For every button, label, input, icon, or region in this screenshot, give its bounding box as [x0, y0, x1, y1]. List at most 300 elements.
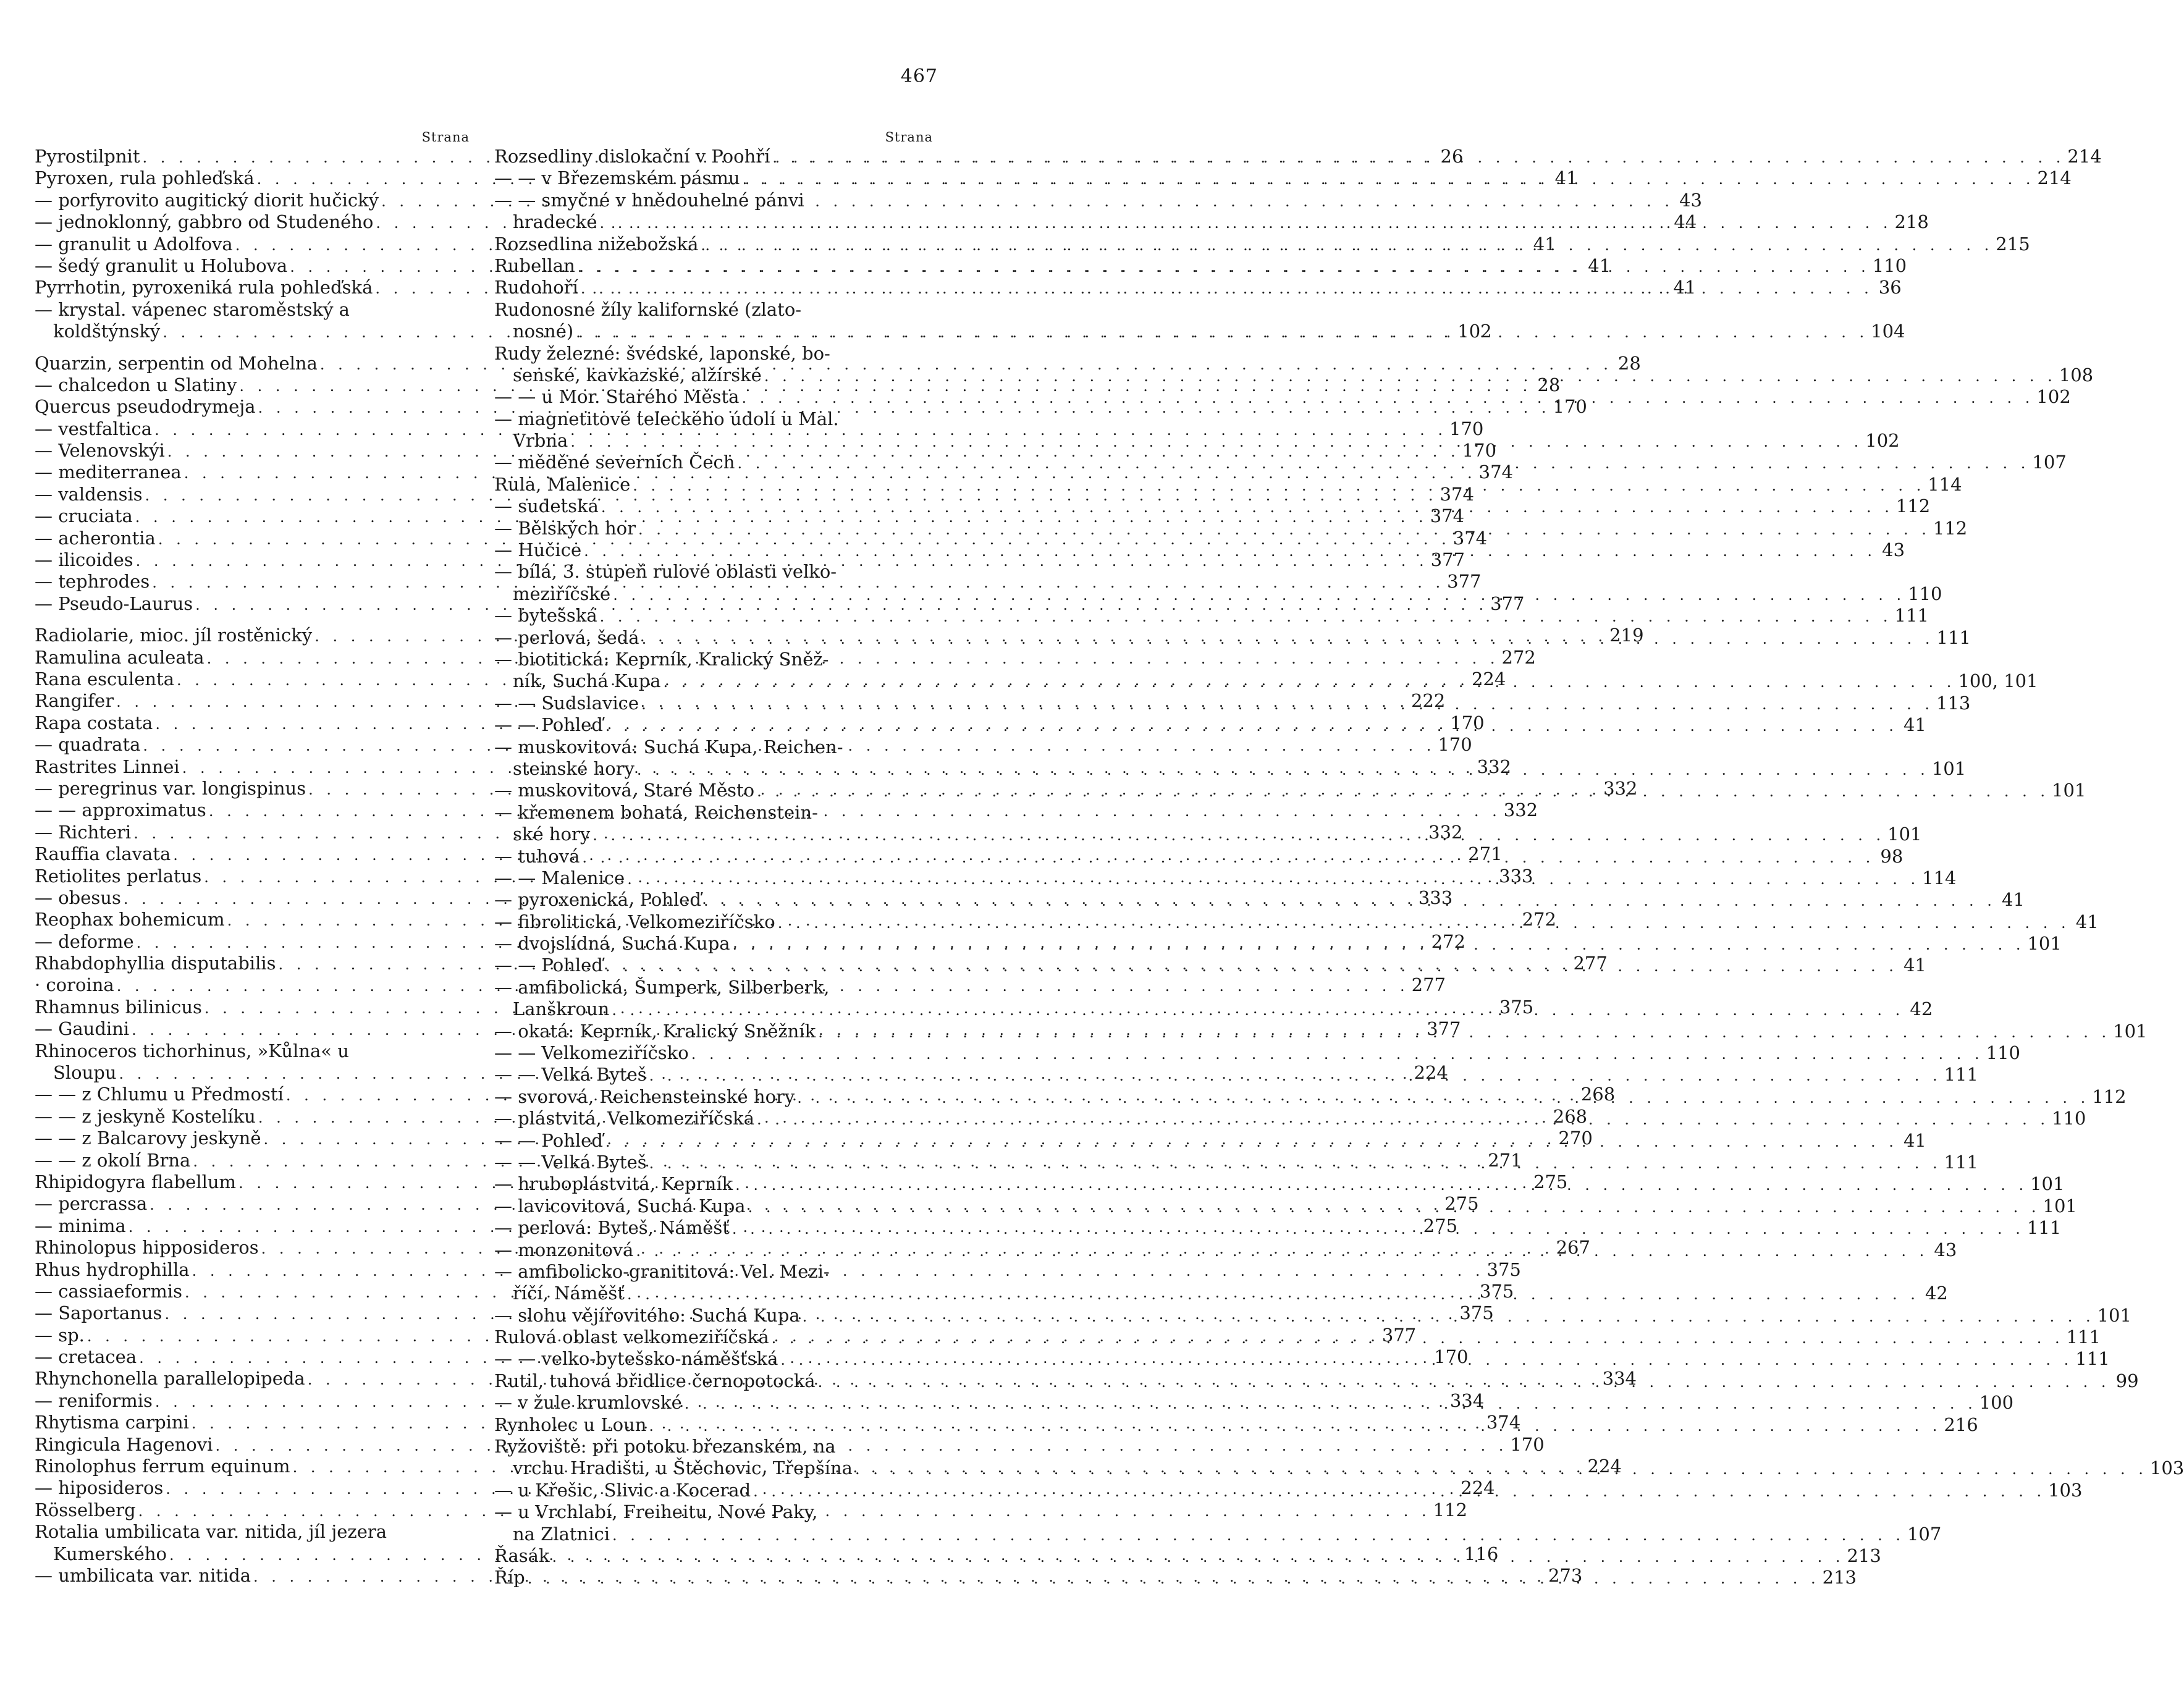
entry-term: Říp	[494, 1567, 525, 1588]
entry-page-ref: 332	[1477, 756, 1512, 777]
entry-term: — cassiaeformis	[35, 1280, 182, 1302]
dot-leader	[646, 1415, 1944, 1437]
entry-page-ref: 114	[1922, 867, 1957, 888]
entry-term: — krystal. vápenec staroměstský a	[35, 298, 350, 320]
entry-page-ref: 103	[2149, 1457, 2184, 1479]
entry-page-ref: 108	[2059, 364, 2094, 386]
dot-leader	[633, 1241, 1931, 1262]
entry-term: — porfyrovito augitický diorit hučický	[35, 189, 379, 211]
entry-term: · coroina	[35, 974, 114, 996]
entry-page-ref: 213	[1822, 1567, 1857, 1588]
dot-leader	[751, 1481, 2048, 1503]
entry-term: Rhus hydrophilla	[35, 1259, 190, 1280]
entry-term: — bílá, 3. stupeň rulové oblasti velko-	[494, 561, 837, 583]
entry-term: Rotalia umbilicata var. nitida, jíl jezera	[35, 1521, 387, 1543]
dot-leader	[597, 606, 1895, 628]
column-header: Strana	[885, 130, 933, 145]
entry-page-ref: 267	[1556, 1237, 1590, 1259]
dot-leader	[762, 366, 2059, 387]
entry-term: Ramulina aculeata	[35, 646, 204, 668]
entry-term: — Velenovskýi	[35, 440, 165, 462]
dot-leader	[770, 147, 2067, 169]
entry-page-ref: 113	[1936, 692, 1971, 714]
dot-leader	[733, 1174, 2030, 1196]
entry-term: Rangifer	[35, 690, 114, 712]
entry-term: — sp.	[35, 1324, 85, 1346]
entry-term: — reniformis	[35, 1389, 153, 1411]
entry-page-ref: 333	[1499, 865, 1533, 887]
dot-leader	[575, 256, 1873, 278]
entry-page-ref: 332	[1428, 821, 1463, 843]
entry-term: — měděné severních Čech	[494, 452, 735, 473]
entry-page-ref: 111	[1936, 626, 1971, 648]
entry-page-ref: 101	[1931, 757, 1967, 779]
entry-page-ref: 170	[1438, 734, 1472, 756]
dot-leader	[525, 1568, 1823, 1590]
index-entry	[494, 408, 933, 430]
entry-page-ref: 111	[2075, 1348, 2110, 1370]
entry-page-ref: 375	[1486, 1259, 1521, 1280]
entry-page-ref: 116	[1464, 1543, 1499, 1564]
entry-page-ref: 275	[1423, 1215, 1458, 1236]
entry-term: — tephrodes	[35, 571, 150, 592]
entry-page-ref: 26	[1440, 146, 1464, 167]
entry-term: — — Sudslavice	[494, 692, 639, 714]
entry-page-ref: 375	[1459, 1302, 1494, 1324]
entry-term: — hiposideros	[35, 1477, 164, 1499]
entry-page-ref: 170	[1462, 440, 1497, 462]
entry-term: — Richteri	[35, 821, 132, 843]
dot-leader	[635, 759, 1932, 781]
dot-leader	[746, 1197, 2043, 1218]
entry-page-ref: 107	[2032, 452, 2067, 473]
dot-leader	[578, 278, 1876, 300]
entry-page-ref: 332	[1503, 799, 1538, 821]
entry-term: Rhipidogyra flabellum	[35, 1171, 237, 1192]
entry-page-ref: 214	[2037, 167, 2072, 189]
dot-leader	[730, 1218, 2027, 1240]
entry-page-ref: 271	[1488, 1149, 1522, 1171]
entry-page-ref: 277	[1411, 974, 1446, 996]
entry-term: — lavicovitová, Suchá Kupa	[494, 1195, 746, 1217]
entry-term: — — z jeskyně Kostelíku	[35, 1105, 256, 1127]
dot-leader	[630, 475, 1928, 497]
entry-page-ref: 268	[1580, 1084, 1616, 1105]
entry-term: Rhinoceros tichorhinus, »Kůlna« u	[35, 1040, 349, 1061]
entry-page-ref: 112	[1933, 517, 1968, 539]
dot-leader	[550, 1546, 1847, 1568]
entry-term: Rhynchonella parallelopipeda	[35, 1368, 305, 1389]
entry-page-ref: 111	[1944, 1064, 1978, 1086]
dot-leader	[639, 628, 1937, 650]
entry-page-ref: 110	[2051, 1108, 2086, 1129]
entry-page-ref: 377	[1381, 1324, 1417, 1346]
entry-term: Rinolophus ferrum equinum	[35, 1456, 290, 1477]
entry-term: — umbilicata var. nitida	[35, 1565, 251, 1586]
entry-term: — Saportanus	[35, 1302, 162, 1324]
entry-page-ref: 111	[1894, 605, 1929, 626]
entry-term: — — z Chlumu u Předmostí	[35, 1084, 284, 1105]
entry-page-ref: 98	[1880, 845, 1904, 867]
entry-page-ref: 110	[1908, 583, 1942, 604]
entry-page-ref: 216	[1944, 1414, 1978, 1435]
entry-page-ref: 170	[1450, 712, 1485, 733]
entry-term: — ilicoides	[35, 549, 133, 571]
entry-term: Vrbna	[513, 430, 568, 452]
entry-page-ref: 275	[1533, 1171, 1568, 1192]
entry-term: Rana esculenta	[35, 668, 174, 689]
dot-leader	[647, 1065, 1944, 1087]
entry-page-ref: 170	[1553, 396, 1587, 418]
dot-leader	[730, 934, 2028, 956]
entry-term: Reophax bohemicum	[35, 909, 225, 930]
entry-page-ref: 112	[1895, 495, 1931, 517]
entry-term: — pyroxenická, Pohleď	[494, 889, 701, 911]
entry-page-ref: 44	[1674, 211, 1697, 233]
entry-term: Rulová oblast velkomeziříčská	[494, 1326, 769, 1348]
entry-page-ref: 222	[1411, 690, 1446, 712]
entry-page-ref: 110	[1986, 1042, 2020, 1064]
entry-page-ref: 28	[1617, 352, 1641, 374]
entry-term: Rutil, tuhová břidlice černopotocká	[494, 1370, 816, 1391]
entry-page-ref: 42	[1925, 1283, 1948, 1304]
index-entry	[494, 802, 933, 824]
dot-leader	[636, 519, 1933, 541]
index-entry	[494, 190, 933, 211]
entry-term: senské, kavkazské, alžírské	[513, 364, 762, 386]
entry-term: koldštýnský	[53, 321, 161, 342]
entry-term: Rhytisma carpini	[35, 1412, 189, 1433]
entry-page-ref: 41	[1533, 233, 1556, 255]
entry-term: — perlová: Byteš, Náměšť	[494, 1217, 730, 1239]
entry-page-ref: 43	[1882, 539, 1905, 561]
entry-page-ref: 111	[2066, 1326, 2101, 1348]
entry-term: — slohu vějířovitého: Suchá Kupa	[494, 1304, 800, 1326]
entry-page-ref: 224	[1471, 668, 1506, 689]
dot-leader	[581, 541, 1879, 562]
dot-leader	[610, 1525, 1907, 1546]
dot-leader	[769, 1328, 2067, 1349]
entry-page-ref: 277	[1573, 953, 1608, 974]
entry-page-ref: 374	[1478, 462, 1513, 483]
entry-page-ref: 101	[2052, 780, 2086, 801]
dot-leader	[625, 869, 1922, 890]
dot-leader	[754, 781, 2052, 803]
entry-page-ref: 224	[1587, 1456, 1622, 1477]
entry-term: — — velko-bytešsko-náměšťská	[494, 1348, 778, 1370]
dot-leader	[701, 890, 1999, 912]
entry-term: — dvojslídná, Suchá Kupa	[494, 933, 730, 955]
entry-term: — — Pohleď	[494, 714, 603, 736]
entry-term: Kumerského	[53, 1543, 167, 1564]
entry-term: — — v Březemském pásmu	[494, 167, 740, 189]
entry-page-ref: 112	[1433, 1499, 1467, 1520]
entry-page-ref: 102	[1457, 321, 1492, 342]
entry-term: — quadrata	[35, 734, 141, 756]
entry-page-ref: 100, 101	[1958, 670, 2038, 692]
dot-leader	[610, 584, 1908, 606]
entry-term: — perlová, šedá	[494, 626, 639, 648]
entry-term: — valdensis	[35, 483, 143, 505]
dot-leader	[775, 913, 2073, 934]
entry-term: Rozsedliny dislokační v Poohří	[494, 146, 770, 167]
entry-term: — tuhová	[494, 845, 580, 867]
index-entry	[494, 1436, 933, 1457]
entry-term: — chalcedon u Slatiny	[35, 374, 237, 395]
entry-term: na Zlatnici	[513, 1523, 610, 1545]
entry-page-ref: 41	[1554, 167, 1578, 189]
entry-term: — amfibolická, Šumperk, Silberberk,	[494, 976, 830, 998]
entry-page-ref: 219	[1609, 625, 1644, 646]
section-gap	[35, 615, 470, 625]
entry-term: — u Vrchlabí, Freiheitu, Nové Paky,	[494, 1501, 818, 1523]
dot-leader	[795, 1087, 2092, 1109]
entry-page-ref: 268	[1553, 1105, 1588, 1127]
entry-page-ref: 43	[1934, 1239, 1957, 1260]
dot-leader	[603, 715, 1900, 737]
entry-page-ref: 41	[2002, 889, 2025, 911]
entry-term: ník, Suchá Kupa	[513, 670, 661, 692]
entry-page-ref: 271	[1468, 843, 1503, 865]
entry-page-ref: 41	[1673, 277, 1697, 298]
index-entry	[494, 561, 933, 583]
entry-term: — deforme	[35, 930, 134, 952]
dot-leader	[603, 956, 1900, 977]
entry-page-ref: 224	[1461, 1477, 1495, 1499]
entry-term: říčí, Náměšť	[513, 1283, 625, 1304]
entry-term: — Bělských hor	[494, 517, 636, 539]
entry-page-ref: 101	[2113, 1020, 2148, 1042]
entry-term: Rhamnus bilinicus	[35, 996, 202, 1018]
entry-term: — monzonitová	[494, 1239, 634, 1260]
entry-term: — vestfaltica	[35, 418, 153, 439]
entry-page-ref: 374	[1440, 483, 1474, 505]
dot-leader	[590, 825, 1887, 846]
dot-leader	[816, 1022, 2113, 1044]
entry-term: — Hučice	[494, 539, 582, 561]
dot-leader	[754, 1109, 2052, 1131]
entry-term: Lanškroun	[513, 998, 610, 1020]
entry-term: Sloupu	[53, 1062, 117, 1084]
entry-term: — okatá: Keprník, Kralický Sněžník	[494, 1020, 816, 1042]
entry-page-ref: 102	[2036, 386, 2071, 408]
section-gap	[35, 343, 470, 353]
entry-page-ref: 104	[1871, 321, 1905, 342]
column-header: Strana	[421, 130, 470, 145]
index-entry	[494, 649, 933, 670]
entry-term: — v žule krumlovské	[494, 1392, 682, 1414]
entry-page-ref: 275	[1444, 1193, 1479, 1215]
entry-page-ref: 36	[1878, 277, 1902, 298]
entry-page-ref: 214	[2067, 146, 2102, 167]
index-entry	[35, 1521, 470, 1543]
entry-page-ref: 334	[1449, 1389, 1485, 1411]
entry-page-ref: 100	[1979, 1392, 2014, 1414]
entry-term: Rhabdophyllia disputabilis	[35, 953, 276, 974]
entry-page-ref: 42	[1910, 998, 1933, 1020]
entry-page-ref: 99	[2115, 1370, 2139, 1391]
entry-page-ref: 110	[1872, 255, 1907, 276]
dot-leader	[698, 235, 1996, 256]
entry-page-ref: 375	[1499, 996, 1534, 1018]
dot-leader	[580, 847, 1877, 869]
entry-term: Pyrostilpnit	[35, 146, 140, 167]
entry-page-ref: 334	[1602, 1368, 1637, 1389]
index-entry	[35, 1040, 470, 1062]
entry-page-ref: 114	[1928, 473, 1962, 495]
dot-leader	[682, 1393, 1980, 1415]
entry-page-ref: 272	[1522, 909, 1556, 930]
entry-term: Rynholec u Loun	[494, 1414, 647, 1435]
entry-term: — — z Balcarovy jeskyně	[35, 1128, 261, 1149]
entry-term: — — Malenice	[494, 867, 625, 888]
dot-leader	[816, 1372, 2113, 1393]
entry-term: hradecké	[513, 211, 597, 233]
dot-leader	[778, 1349, 2075, 1371]
index-entry	[494, 299, 933, 321]
entry-page-ref: 101	[1887, 824, 1922, 845]
dot-leader	[573, 322, 1871, 344]
dot-leader	[689, 1044, 1986, 1065]
entry-page-ref: 101	[2030, 1173, 2065, 1195]
entry-term: — — Velkomeziříčsko	[494, 1042, 689, 1064]
entry-page-ref: 272	[1431, 930, 1465, 952]
index-entry	[494, 1042, 2020, 1064]
entry-term: — mediterranea	[35, 462, 182, 483]
entry-term: — — Pohleď	[494, 1129, 603, 1151]
entry-term: — — Pohleď	[494, 955, 603, 976]
entry-page-ref: 111	[2026, 1217, 2062, 1239]
entry-page-ref: 170	[1434, 1346, 1469, 1368]
entry-page-ref: 270	[1558, 1128, 1593, 1149]
index-entry	[494, 736, 933, 758]
entry-term: Rapa costata	[35, 712, 153, 733]
entry-page-ref: 374	[1452, 527, 1488, 549]
entry-term: — acherontia	[35, 527, 156, 549]
entry-page-ref: 28	[1537, 374, 1561, 395]
index-entry	[35, 299, 470, 321]
dot-leader	[735, 453, 2032, 474]
entry-term: — peregrinus var. longispinus	[35, 777, 306, 799]
entry-term: — u Křešic, Slivic a Kocerad	[494, 1479, 751, 1501]
entry-term: — hruboplástvitá, Keprník	[494, 1173, 733, 1195]
entry-page-ref: 218	[1894, 211, 1929, 233]
entry-term: Pyroxen, rula pohleďská	[35, 167, 255, 189]
dot-leader	[661, 672, 1958, 693]
entry-page-ref: 377	[1430, 549, 1465, 571]
index-entry	[494, 343, 933, 365]
dot-leader	[603, 1131, 1900, 1153]
entry-page-ref: 332	[1603, 777, 1638, 799]
entry-page-ref: 377	[1447, 571, 1482, 592]
entry-term: — fibrolitická, Velkomeziříčsko	[494, 911, 775, 932]
entry-term: ské hory	[513, 824, 591, 845]
entry-page-ref: 377	[1490, 592, 1525, 614]
entry-page-ref: 41	[1903, 1129, 1926, 1151]
entry-page-ref: 377	[1427, 1018, 1461, 1040]
entry-term: — — Velká Byteš	[494, 1151, 647, 1173]
entry-page-ref: 333	[1418, 887, 1453, 908]
index-entry	[494, 605, 1929, 626]
entry-page-ref: 375	[1479, 1280, 1514, 1302]
entry-term: Rubellan	[494, 255, 575, 276]
entry-term: Ringicula Hagenovi	[35, 1433, 213, 1455]
entry-term: Rudy železné: švédské, laponské, bo-	[494, 342, 830, 364]
entry-term: Rozsedlina nižebožská	[494, 233, 699, 255]
entry-term: — křemenem bohatá, Reichenstein-	[494, 801, 818, 823]
entry-page-ref: 103	[2048, 1479, 2083, 1501]
entry-term: Rudonosné žíly kalifornské (zlato-	[494, 298, 802, 320]
entry-term: — — Velká Byteš	[494, 1064, 647, 1086]
entry-term: Quarzin, serpentin od Mohelna	[35, 352, 318, 374]
entry-term: — amfibolicko-granititová: Vel. Mezi-	[494, 1260, 830, 1282]
entry-term: — Gaudini	[35, 1018, 130, 1040]
index-entry	[494, 1501, 933, 1523]
entry-term: Pyrrhotin, pyroxeniká rula pohleďská	[35, 277, 373, 298]
entry-term: — jednoklonný, gabbro od Studeného	[35, 211, 374, 233]
entry-term: Rösselberg	[35, 1499, 136, 1520]
dot-leader	[625, 1284, 1922, 1305]
entry-term: — muskovitová, Staré Město	[494, 780, 755, 801]
entry-page-ref: 41	[2075, 911, 2099, 932]
entry-term: — granulit u Adolfova	[35, 233, 233, 255]
entry-term: — bytešská	[494, 605, 597, 626]
entry-term: — šedý granulit u Holubova	[35, 255, 288, 276]
entry-term: — — approximatus	[35, 799, 206, 821]
entry-term: Řasák	[494, 1545, 550, 1566]
entry-term: — — smyčné v hnědouhelné pánvi	[494, 189, 804, 211]
page-number: 467	[900, 65, 938, 87]
entry-term: — biotitická: Keprník, Kralický Sněž-	[494, 648, 829, 670]
index-entry	[494, 1261, 933, 1283]
entry-page-ref: 101	[2097, 1304, 2131, 1326]
entry-page-ref: 213	[1847, 1545, 1881, 1566]
entry-term: Retiolites perlatus	[35, 865, 202, 887]
entry-term: nosné)	[513, 321, 574, 342]
dot-leader	[597, 213, 1895, 234]
dot-leader	[599, 497, 1896, 518]
dot-leader	[739, 387, 2036, 409]
entry-term: — obesus	[35, 887, 121, 908]
entry-term: — svorová, Reichensteinské hory	[494, 1086, 795, 1107]
entry-page-ref: 170	[1510, 1433, 1545, 1455]
entry-term: meziříčské	[513, 583, 611, 604]
entry-term: Rhinolopus hipposideros	[35, 1237, 259, 1259]
dot-leader	[740, 169, 2038, 190]
entry-page-ref: 107	[1907, 1523, 1942, 1545]
entry-term: Rastrites Linnei	[35, 756, 180, 777]
entry-page-ref: 101	[2043, 1195, 2077, 1217]
entry-page-ref: 170	[1449, 418, 1484, 439]
entry-term: — cruciata	[35, 505, 133, 527]
entry-page-ref: 374	[1430, 505, 1465, 527]
entry-term: — Pseudo-Laurus	[35, 592, 193, 614]
entry-term: Rudohoří	[494, 277, 578, 298]
entry-term: Radiolarie, mioc. jíl rostěnický	[35, 625, 313, 646]
entry-term: — — z okolí Brna	[35, 1149, 191, 1171]
entry-term: Quercus pseudodrymeja	[35, 396, 256, 418]
dot-leader	[639, 694, 1936, 715]
entry-page-ref: 111	[1944, 1151, 1978, 1173]
entry-term: Ryžoviště: při potoku březanském, na	[494, 1436, 836, 1457]
dot-leader	[647, 1153, 1944, 1174]
dot-leader	[853, 1459, 2150, 1480]
dot-leader	[568, 431, 1865, 453]
entry-page-ref: 41	[1903, 955, 1926, 976]
entry-page-ref: 374	[1486, 1412, 1521, 1433]
entry-term: — magnetitové teleckého údolí u Mal.	[494, 408, 839, 429]
entry-page-ref: 101	[2027, 933, 2062, 955]
